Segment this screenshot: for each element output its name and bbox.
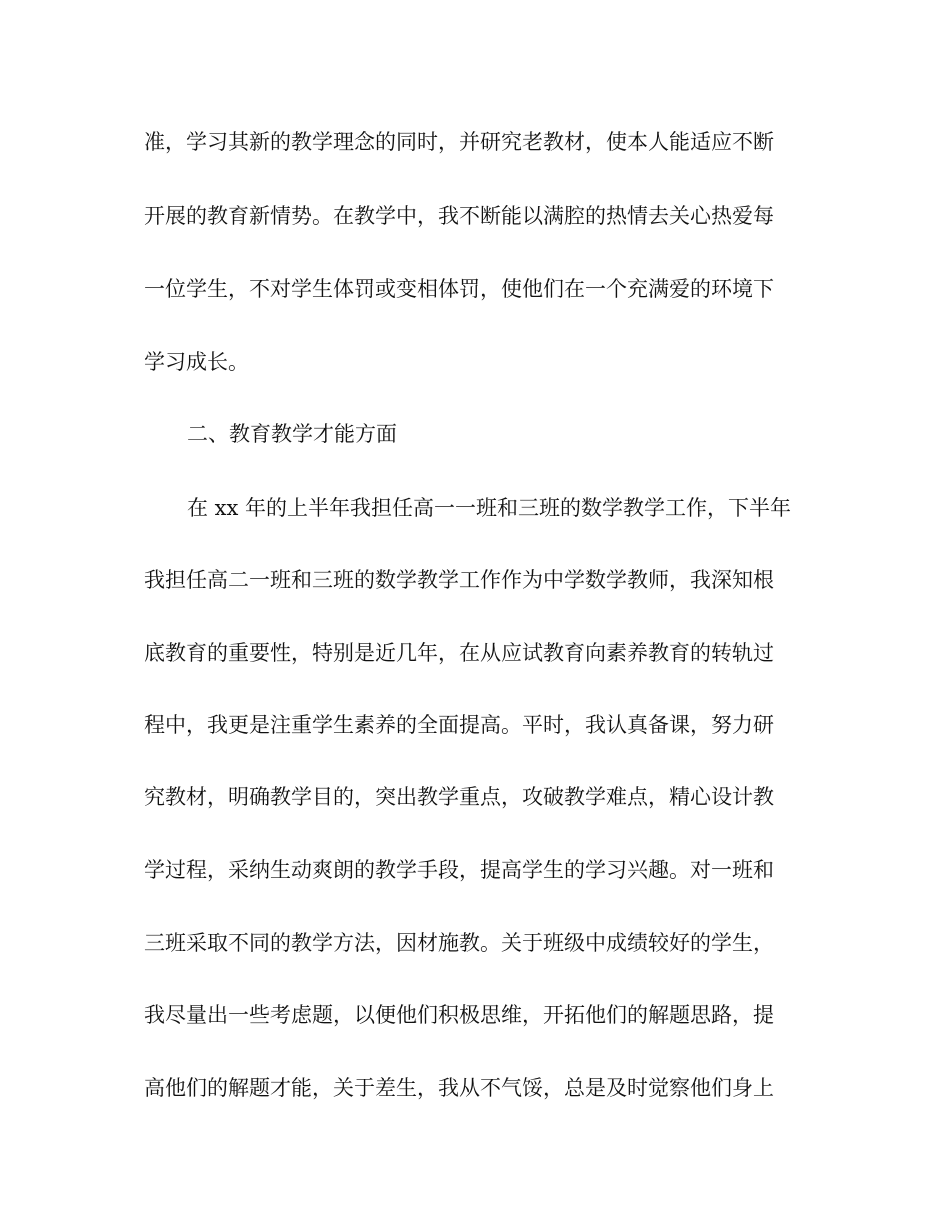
paragraph-line-2: 开展的教育新情势。在教学中，我不断能以满腔的热情去关心热爱每 xyxy=(144,204,774,228)
paragraph-line-4: 学习成长。 xyxy=(144,350,249,374)
paragraph-line-3: 一位学生，不对学生体罚或变相体罚，使他们在一个充满爱的环境下 xyxy=(144,277,774,301)
paragraph-line-8: 程中，我更是注重学生素养的全面提高。平时，我认真备课，努力研 xyxy=(144,713,774,737)
paragraph-line-10: 学过程，采纳生动爽朗的教学手段，提高学生的学习兴趣。对一班和 xyxy=(144,858,774,882)
paragraph-line-13: 高他们的解题才能，关于差生，我从不气馁，总是及时觉察他们身上 xyxy=(144,1076,774,1100)
paragraph-line-5: 在 xx 年的上半年我担任高一一班和三班的数学教学工作，下半年 xyxy=(187,496,792,520)
paragraph-line-12: 我尽量出一些考虑题，以便他们积极思维，开拓他们的解题思路，提 xyxy=(144,1003,774,1027)
paragraph-line-9: 究教材，明确教学目的，突出教学重点，攻破教学难点，精心设计教 xyxy=(144,785,774,809)
paragraph-line-6: 我担任高二一班和三班的数学教学工作作为中学数学教师，我深知根 xyxy=(144,568,774,592)
paragraph-line-7: 底教育的重要性，特别是近几年，在从应试教育向素养教育的转轨过 xyxy=(144,641,774,665)
paragraph-line-11: 三班采取不同的教学方法，因材施教。关于班级中成绩较好的学生， xyxy=(144,931,774,955)
paragraph-line-1: 准，学习其新的教学理念的同时，并研究老教材，使本人能适应不断 xyxy=(144,130,774,154)
section-heading: 二、教育教学才能方面 xyxy=(187,422,397,446)
